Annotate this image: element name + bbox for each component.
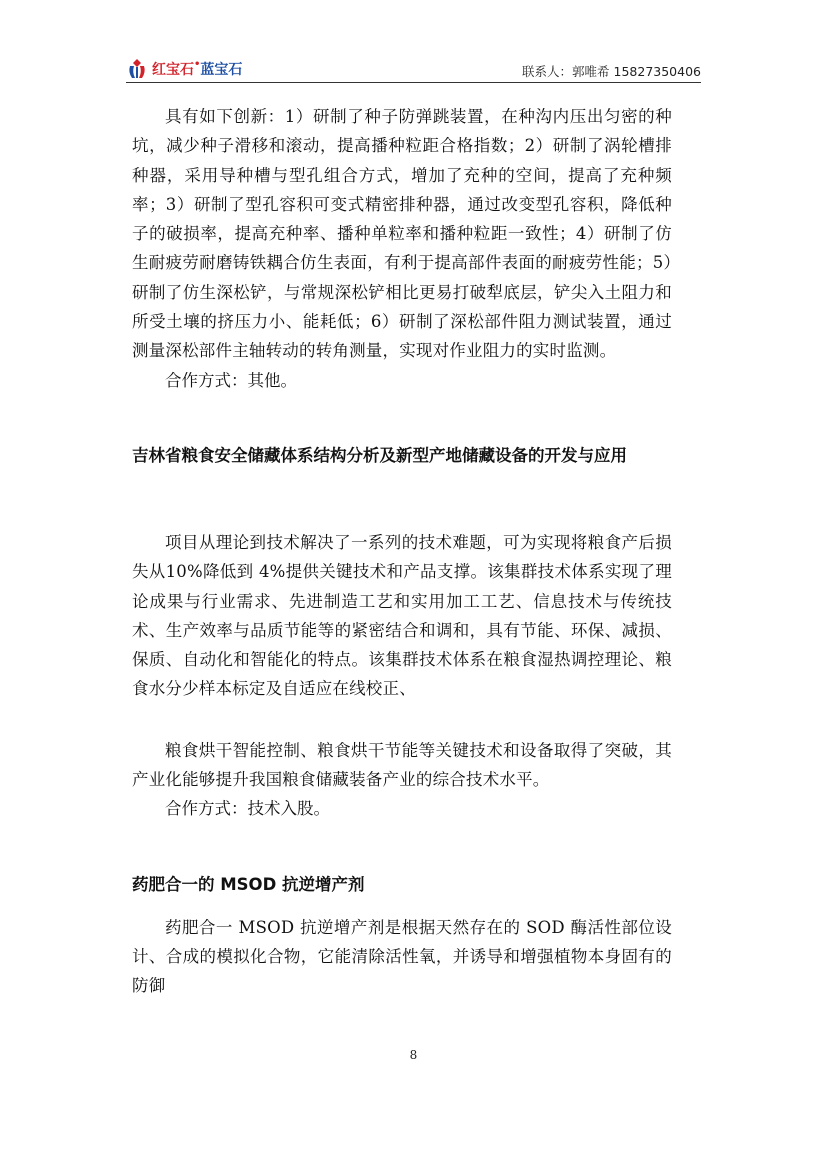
- grain-paragraph-1: 项目从理论到技术解决了一系列的技术难题，可为实现将粮食产后损失从10%降低到 4%提供关键技术和产品支撑。该集群技术体系实现了理论成果与行业需求、先进制造工艺和实用加工工艺、信息技术与传统技术、生产效率与品质节能等的紧密结合和调和，具有节能、环保、减损、保质、自动化和智能化的特点。该集群技术体系在粮食湿热调控理论、粮食水分少样本标定及自适应在线校正、: [132, 532, 672, 699]
- contact-info: 联系人：郭唯希 15827350406: [522, 64, 701, 79]
- page-number: 8: [409, 1048, 418, 1062]
- grain-paragraph-2: 粮食烘干智能控制、粮食烘干节能等关键技术和设备取得了突破，其产业化能够提升我国粮食储藏装备产业的综合技术水平。: [132, 740, 672, 790]
- msod-paragraph: 药肥合一 MSOD 抗逆增产剂是根据天然存在的 SOD 酶活性部位设计、合成的模拟化合物，它能清除活性氧，并诱导和增强植物本身固有的防御: [132, 917, 672, 996]
- logo-wordmark: [152, 59, 242, 79]
- intro-cooperation: 合作方式：其他。: [165, 370, 297, 390]
- intro-paragraph: 具有如下创新：1）研制了种子防弹跳装置，在种沟内压出匀密的种坑，减少种子滑移和滚动，提高播种粒距合格指数；2）研制了涡轮槽排种器，采用导种槽与型孔组合方式，增加了充种的空间，提高了充种频率；3）研制了型孔容积可变式精密排种器，通过改变型孔容积，降低种子的破损率，提高充种率、播种单粒率和播种粒距一致性；4）研制了仿生耐疲劳耐磨铸铁耦合仿生表面，有利于提高部件表面的耐疲劳性能；5）研制了仿生深松铲，与常规深松铲相比更易打破犁底层，铲尖入土阻力和所受土壤的挤压力小、能耗低；6）研制了深松部件阻力测试装置，通过测量深松部件主轴转动的转角测量，实现对作业阻力的实时监测。: [132, 107, 672, 361]
- logo-text-red: 红宝石: [152, 62, 194, 78]
- logo-text-blue: 蓝宝石: [200, 62, 243, 78]
- gem-logo-icon: [126, 58, 148, 80]
- msod-section-title: 药肥合一的 MSOD 抗逆增产剂: [132, 874, 365, 894]
- logo-text-dot: •: [194, 59, 201, 70]
- grain-cooperation: 合作方式：技术入股。: [165, 799, 330, 819]
- page-header: [126, 54, 701, 84]
- header-divider: [126, 82, 701, 83]
- grain-section-title: 吉林省粮食安全储藏体系结构分析及新型产地储藏设备的开发与应用: [132, 445, 627, 465]
- document-body: [132, 102, 672, 1001]
- company-logo: [126, 56, 242, 82]
